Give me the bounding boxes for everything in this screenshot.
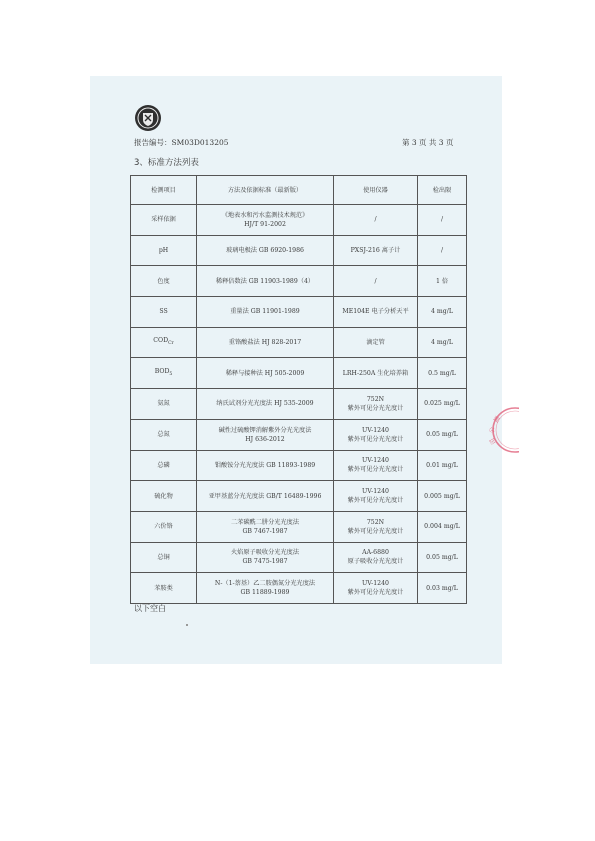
- column-header-method: 方法及依据标准（最新版）: [197, 176, 334, 205]
- page-number: 第 3 页 共 3 页: [402, 138, 454, 147]
- cell-instrument: /: [334, 205, 418, 236]
- svg-text:司: 司: [488, 436, 498, 446]
- column-header-instrument: 使用仪器: [334, 176, 418, 205]
- table-row: [131, 297, 467, 328]
- cell-limit: 0.05 mg/L: [418, 419, 467, 450]
- cell-instrument: 752N 紫外可见分光光度计: [334, 389, 418, 420]
- table-row: [131, 542, 467, 573]
- cell-instrument: PXSJ-216 离子计: [334, 235, 418, 266]
- cell-instrument: UV-1240 紫外可见分光光度计: [334, 573, 418, 604]
- cell-item: SS: [131, 297, 197, 328]
- column-header-item: 检测项目: [131, 176, 197, 205]
- cell-instrument: ME104E 电子分析天平: [334, 297, 418, 328]
- scan-speck: [186, 624, 188, 626]
- table-row: [131, 511, 467, 542]
- cell-method: 重量法 GB 11901-1989: [197, 297, 334, 328]
- table-row: [131, 481, 467, 512]
- cell-item: 苯胺类: [131, 573, 197, 604]
- cell-method: 稀释倍数法 GB 11903-1989（4）: [197, 266, 334, 297]
- cell-method: 玻璃电极法 GB 6920-1986: [197, 235, 334, 266]
- cell-method: 二苯碳酰二肼分光光度法 GB 7467-1987: [197, 511, 334, 542]
- cell-instrument: UV-1240 紫外可见分光光度计: [334, 450, 418, 481]
- standard-methods-table: [130, 175, 467, 604]
- cell-method: 《地表水和污水监测技术规范》 HJ/T 91-2002: [197, 205, 334, 236]
- cell-instrument: LRH-250A 生化培养箱: [334, 358, 418, 389]
- table-row: [131, 358, 467, 389]
- table-row: [131, 419, 467, 450]
- cell-limit: 4 mg/L: [418, 297, 467, 328]
- table-header-row: [131, 176, 467, 205]
- cell-limit: 0.005 mg/L: [418, 481, 467, 512]
- table-row: [131, 266, 467, 297]
- blank-below-note: 以下空白: [134, 604, 166, 613]
- cell-item: 硫化物: [131, 481, 197, 512]
- table-row: [131, 205, 467, 236]
- cell-limit: 0.03 mg/L: [418, 573, 467, 604]
- cell-method: N-（1-萘基）乙二胺偶氮分光光度法 GB 11889-1989: [197, 573, 334, 604]
- table-row: [131, 389, 467, 420]
- cell-item: 总铜: [131, 542, 197, 573]
- cell-item: 采样依据: [131, 205, 197, 236]
- cell-item: 总氮: [131, 419, 197, 450]
- cell-method: 火焰原子吸收分光光度法 GB 7475-1987: [197, 542, 334, 573]
- cell-item: 总磷: [131, 450, 197, 481]
- svg-text:测: 测: [492, 415, 502, 424]
- section-title: 3、标准方法列表: [134, 158, 199, 168]
- table-row: [131, 450, 467, 481]
- cell-instrument: AA-6880 原子吸收分光光度计: [334, 542, 418, 573]
- table-row: [131, 235, 467, 266]
- cell-method: 碱性过硫酸钾消解紫外分光光度法 HJ 636-2012: [197, 419, 334, 450]
- cell-method: 纳氏试剂分光光度法 HJ 535-2009: [197, 389, 334, 420]
- company-logo: [134, 104, 162, 132]
- svg-text:公: 公: [489, 426, 496, 433]
- cell-limit: /: [418, 205, 467, 236]
- cell-limit: 0.01 mg/L: [418, 450, 467, 481]
- cell-limit: 0.05 mg/L: [418, 542, 467, 573]
- cell-method: 亚甲基蓝分光光度法 GB/T 16489-1996: [197, 481, 334, 512]
- cell-instrument: 752N 紫外可见分光光度计: [334, 511, 418, 542]
- cell-limit: /: [418, 235, 467, 266]
- cell-limit: 4 mg/L: [418, 327, 467, 358]
- cell-item: 六价铬: [131, 511, 197, 542]
- company-seal-stamp: [479, 405, 519, 455]
- cell-limit: 0.5 mg/L: [418, 358, 467, 389]
- cell-item: $COD_{Cr}$: [131, 327, 197, 358]
- table-row: [131, 327, 467, 358]
- cell-method: 重铬酸盐法 HJ 828-2017: [197, 327, 334, 358]
- cell-item: 氨氮: [131, 389, 197, 420]
- column-header-limit: 检出限: [418, 176, 467, 205]
- cell-method: 稀释与接种法 HJ 505-2009: [197, 358, 334, 389]
- cell-instrument: UV-1240 紫外可见分光光度计: [334, 481, 418, 512]
- cell-item: 色度: [131, 266, 197, 297]
- cell-instrument: UV-1240 紫外可见分光光度计: [334, 419, 418, 450]
- cell-method: 钼酸铵分光光度法 GB 11893-1989: [197, 450, 334, 481]
- cell-instrument: 滴定管: [334, 327, 418, 358]
- cell-item: $BOD_5$: [131, 358, 197, 389]
- cell-instrument: /: [334, 266, 418, 297]
- cell-limit: 0.025 mg/L: [418, 389, 467, 420]
- cell-limit: 0.004 mg/L: [418, 511, 467, 542]
- report-number: 报告编号：SM03D013205: [134, 138, 229, 147]
- cell-limit: 1 倍: [418, 266, 467, 297]
- cell-item: pH: [131, 235, 197, 266]
- table-row: [131, 573, 467, 604]
